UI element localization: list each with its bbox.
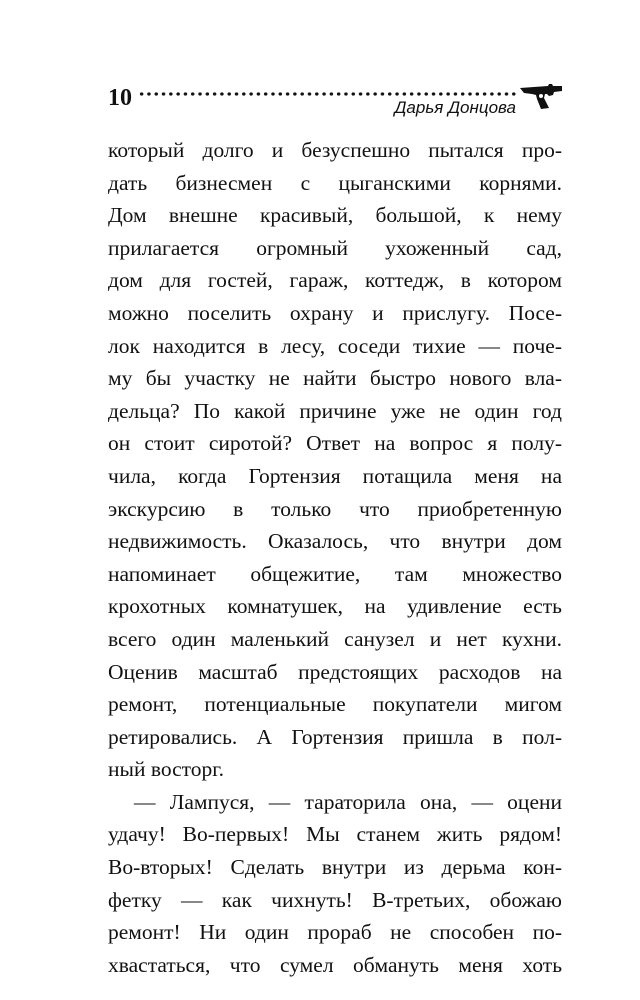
- text-line: чила, когда Гортензия потащила меня на: [108, 463, 562, 488]
- text-line: недвижимость. Оказалось, что внутри дом: [108, 529, 562, 554]
- text-line: дать бизнесмен с цыганскими корнями.: [108, 170, 562, 195]
- text-line: лок находится в лесу, соседи тихие — поче-: [108, 333, 562, 358]
- text-line: можно поселить охрану и прислугу. Посе-: [108, 300, 562, 325]
- text-line: фетку — как чихнуть! В-третьих, обожаю: [108, 887, 562, 912]
- text-line: ретировались. А Гортензия пришла в пол-: [108, 724, 562, 749]
- page-number: 10: [108, 85, 132, 111]
- text-line: ремонт, потенциальные покупатели мигом: [108, 692, 562, 717]
- text-line: прилагается огромный ухоженный сад,: [108, 235, 562, 260]
- text-line: — Лампуся, — тараторила она, — оцени: [134, 789, 562, 814]
- text-line: экскурсию в только что приобретенную: [108, 496, 562, 521]
- text-line: крохотных комнатушек, на удивление есть: [108, 594, 562, 619]
- paragraph: [108, 786, 562, 982]
- text-line: который долго и безуспешно пытался про-: [108, 138, 562, 162]
- revolver-icon: [518, 82, 564, 110]
- text-line: ный восторг.: [108, 757, 225, 782]
- paragraph: [108, 134, 562, 786]
- text-line: хвастаться, что сумел обмануть меня хоть: [108, 952, 562, 977]
- text-line: Во-вторых! Сделать внутри из дерьма кон-: [108, 855, 562, 880]
- text-line: напоминает общежитие, там множество: [108, 561, 562, 586]
- page-header: [108, 84, 564, 118]
- body-text: [108, 134, 562, 981]
- text-line: он стоит сиротой? Ответ на вопрос я полу-: [108, 431, 562, 456]
- text-line: дельца? По какой причине уже не один год: [108, 398, 562, 423]
- text-line: всего один маленький санузел и нет кухни.: [108, 626, 562, 651]
- text-line: Дом внешне красивый, большой, к нему: [108, 203, 562, 228]
- text-line: ремонт! Ни один прораб не способен по-: [108, 920, 562, 945]
- text-line: му бы участку не найти быстро нового вла-: [108, 366, 562, 391]
- text-line: удачу! Во-первых! Мы станем жить рядом!: [108, 822, 562, 847]
- running-head-author: Дарья Донцова: [394, 98, 516, 117]
- text-line: дом для гостей, гараж, коттедж, в котором: [108, 268, 562, 293]
- dotted-leader: [138, 92, 516, 96]
- text-line: Оценив масштаб предстоящих расходов на: [108, 659, 562, 684]
